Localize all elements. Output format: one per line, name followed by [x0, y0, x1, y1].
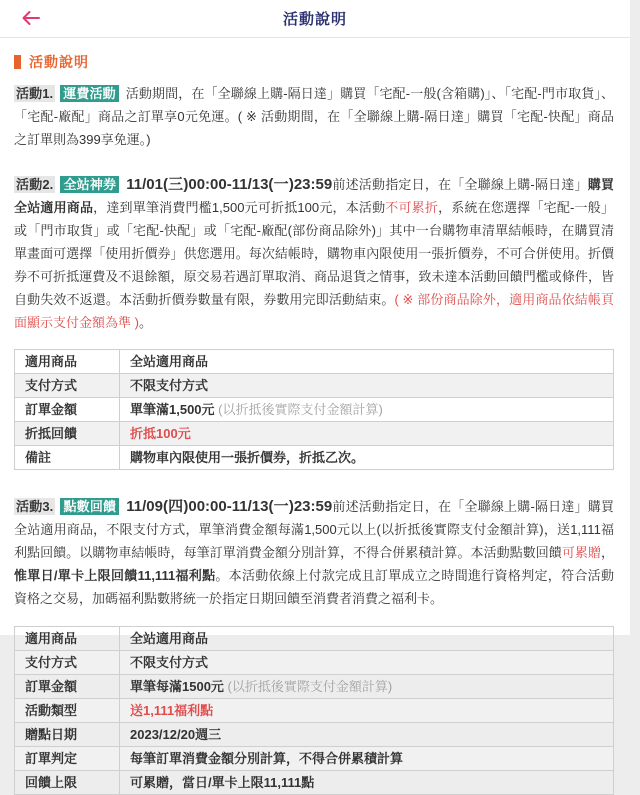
text-segment: 前述活動指定日，在「全聯線上購-隔日達」: [332, 177, 588, 192]
text-segment: ( ※ 部份商品除外，適用商品依結帳頁面顯示支付金額為準 ): [14, 292, 614, 330]
text-segment: 活動期間，在「全聯線上購-隔日達」購買「宅配-一般(含箱購)」、「宅配-門市取貨」、「宅配-廠配」商品之訂單享0元免運。( ※ 活動期間，在「全聯線上購-隔日達」購買「宅配-快配」商品之訂單則為399享免運。): [14, 86, 614, 147]
activity-1-paragraph: [14, 82, 614, 151]
row-label: 訂單判定: [15, 747, 120, 771]
text-segment: 單筆滿1,500元: [130, 402, 215, 417]
text-segment: 送1,111福利點: [130, 703, 214, 718]
text-segment: 前述活動指定日，在「全聯線上購-隔日達」購買全站適用商品，不限支付方式，單筆消費金額每滿1,500元以上(以折抵後實際支付金額計算)，送1,111福利點回饋。以購物車結帳時，每筆訂單消費金額分別計算，不得合併累積計算。本活動點數回饋: [14, 499, 614, 560]
text-segment: (以折抵後實際支付金額計算): [223, 679, 393, 694]
activity-3-paragraph: [14, 495, 614, 610]
text-segment: 購物車內限使用一張折價券，折抵乙次。: [130, 450, 365, 465]
table-row: [15, 422, 614, 446]
page-title: 活動說明: [282, 11, 347, 28]
row-label: 訂單金額: [15, 398, 120, 422]
activity-tag: 全站神券: [60, 176, 119, 193]
row-value: [120, 747, 614, 771]
arrow-left-icon: [21, 10, 41, 29]
page-content: [0, 38, 630, 795]
table-row: [15, 374, 614, 398]
text-segment: 全站適用商品: [130, 354, 209, 369]
text-segment: 2023/12/20週三: [130, 727, 222, 742]
text-segment: 全站適用商品: [130, 631, 209, 646]
row-value: [120, 675, 614, 699]
row-value: [120, 627, 614, 651]
row-value: [120, 374, 614, 398]
row-value: [120, 398, 614, 422]
text-segment: ，達到單筆消費門檻1,500元可折抵100元，本活動: [93, 200, 386, 215]
text-segment: 每筆訂單消費金額分別計算，不得合併累積計算: [130, 751, 404, 766]
table-row: [15, 651, 614, 675]
text-segment: 。: [138, 315, 152, 330]
row-label: 適用商品: [15, 350, 120, 374]
row-label: 活動類型: [15, 699, 120, 723]
text-segment: 11/01(三)00:00-11/13(一)23:59: [126, 176, 333, 193]
row-label: 回饋上限: [15, 771, 120, 795]
points-detail-table: [14, 626, 614, 795]
table-row: [15, 627, 614, 651]
row-label: 支付方式: [15, 651, 120, 675]
table-row: [15, 699, 614, 723]
coupon-detail-table: [14, 349, 614, 470]
table-row: [15, 350, 614, 374]
text-segment: 11/09(四)00:00-11/13(一)23:59: [126, 498, 333, 515]
text-segment: 單筆每滿1500元: [130, 679, 224, 694]
section-heading-label: 活動說明: [29, 54, 89, 70]
text-segment: ，: [600, 545, 614, 560]
table-row: [15, 771, 614, 795]
table-row: [15, 723, 614, 747]
text-segment: 可累贈: [561, 545, 601, 560]
section-heading: [14, 52, 614, 72]
activity-label: 活動2.: [16, 177, 54, 192]
text-segment: 不限支付方式: [130, 655, 209, 670]
row-label: 訂單金額: [15, 675, 120, 699]
activity-label: 活動1.: [16, 86, 54, 101]
row-label: 適用商品: [15, 627, 120, 651]
row-value: [120, 651, 614, 675]
row-value: [120, 446, 614, 470]
activity-label: 活動3.: [16, 499, 54, 514]
orange-bar-icon: [14, 55, 21, 69]
text-segment: 折抵100元: [130, 426, 191, 441]
back-button[interactable]: [14, 0, 48, 38]
text-segment: 不限支付方式: [130, 378, 209, 393]
activity-tag: 運費活動: [60, 85, 119, 102]
top-bar: [0, 0, 630, 38]
text-segment: 不可累折: [385, 200, 439, 215]
text-segment: (以折抵後實際支付金額計算): [214, 402, 383, 417]
activity-tag: 點數回饋: [60, 498, 119, 515]
row-value: [120, 771, 614, 795]
row-label: 備註: [15, 446, 120, 470]
row-label: 折抵回饋: [15, 422, 120, 446]
row-label: 贈點日期: [15, 723, 120, 747]
activity-2-paragraph: [14, 173, 614, 334]
table-row: [15, 747, 614, 771]
row-label: 支付方式: [15, 374, 120, 398]
text-segment: 。本活動依線上付款完成且訂單成立之時間進行資格判定，符合活動資格之交易，加碼福利點數將統一於指定日期回饋至消費者消費之福利卡。: [14, 568, 614, 606]
table-row: [15, 446, 614, 470]
text-segment: 惟單日/單卡上限回饋11,111福利點: [14, 568, 216, 583]
table-row: [15, 675, 614, 699]
row-value: [120, 699, 614, 723]
text-segment: 購買全站適用商品: [14, 177, 614, 215]
row-value: [120, 723, 614, 747]
row-value: [120, 422, 614, 446]
row-value: [120, 350, 614, 374]
table-row: [15, 398, 614, 422]
text-segment: ，系統在您選擇「宅配-一般」或「門市取貨」或「宅配-快配」或「宅配-廠配(部份商品除外)」其中一台購物車清單結帳時，在購買清單畫面可選擇「使用折價券」供您選用。每次結帳時，購物車內限使用一張折價券，不可合併使用。折價券不可折抵運費及不退餘額，原交易若遇訂單取消、商品退貨之情事，致未達本活動回饋門檻或條件，皆自動失效不返還。本活動折價券數量有限，券數用完即活動結束。: [14, 200, 614, 307]
text-segment: 可累贈，當日/單卡上限11,111點: [130, 775, 315, 790]
